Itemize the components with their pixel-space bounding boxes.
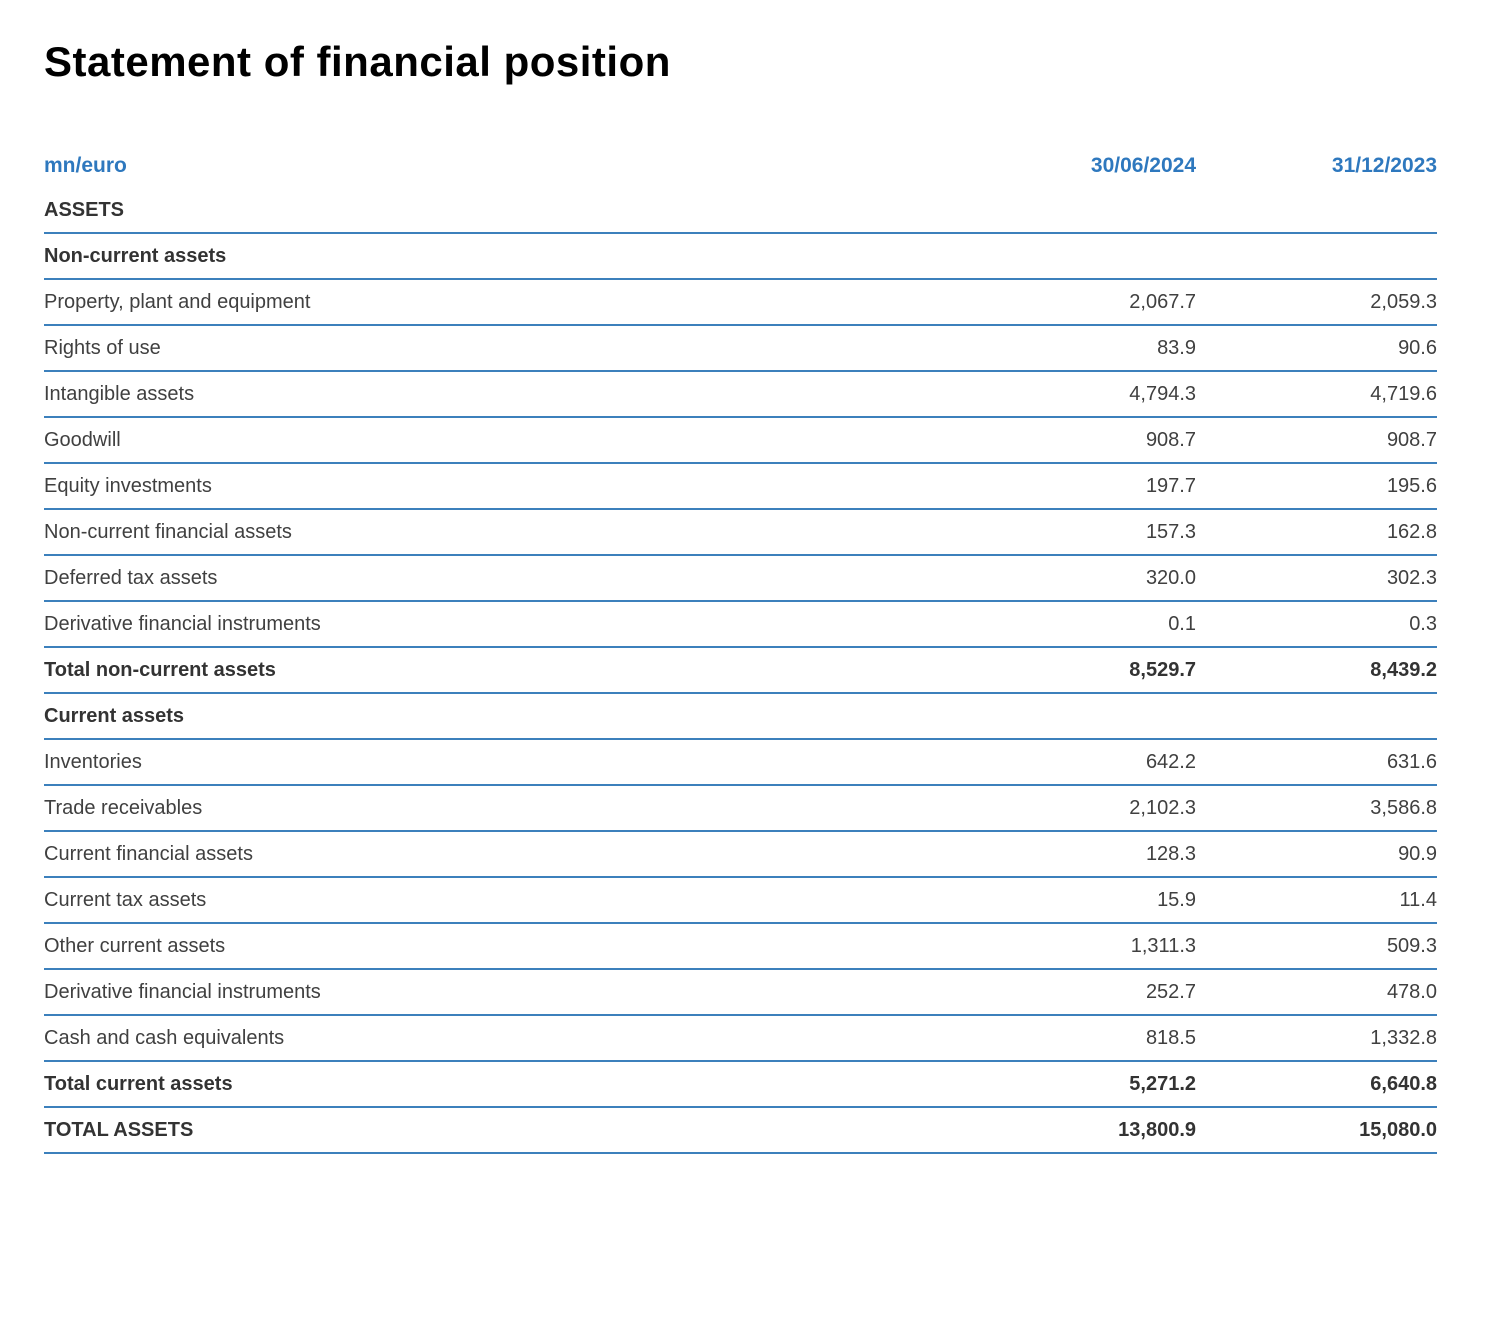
row-value-current-period: 2,102.3 — [1129, 796, 1196, 819]
row-label: Derivative financial instruments — [44, 980, 321, 1003]
row-value-prior-period: 8,439.2 — [1370, 658, 1437, 681]
row-value-prior-period: 509.3 — [1386, 934, 1437, 957]
row-value-current-period: 13,800.9 — [1118, 1118, 1196, 1141]
row-value-prior-period: 195.6 — [1386, 474, 1437, 497]
table-row — [44, 740, 1437, 786]
row-value-prior-period: 6,640.8 — [1370, 1072, 1437, 1095]
column-header-current-period: 30/06/2024 — [1090, 154, 1196, 177]
table-row — [44, 418, 1437, 464]
table-row — [44, 832, 1437, 878]
row-value-prior-period: 2,059.3 — [1370, 290, 1437, 313]
table-row — [44, 786, 1437, 832]
row-value-current-period: 5,271.2 — [1129, 1072, 1196, 1095]
row-value-current-period: 128.3 — [1145, 842, 1196, 865]
row-label: Intangible assets — [44, 382, 195, 405]
row-value-prior-period: 90.9 — [1398, 842, 1437, 865]
table-row — [44, 1108, 1437, 1154]
row-label: Cash and cash equivalents — [44, 1026, 285, 1049]
row-value-prior-period: 3,586.8 — [1370, 796, 1437, 819]
row-value-prior-period: 478.0 — [1386, 980, 1437, 1003]
row-value-current-period: 320.0 — [1145, 566, 1196, 589]
row-label: Non-current assets — [44, 244, 227, 267]
row-value-current-period: 252.7 — [1145, 980, 1196, 1003]
row-label: Current tax assets — [44, 888, 207, 911]
row-value-prior-period: 4,719.6 — [1370, 382, 1437, 405]
table-header-row — [44, 144, 1437, 188]
table-row — [44, 464, 1437, 510]
table-row — [44, 372, 1437, 418]
table-row — [44, 970, 1437, 1016]
row-label: Derivative financial instruments — [44, 612, 321, 635]
row-value-prior-period: 162.8 — [1386, 520, 1437, 543]
row-value-current-period: 83.9 — [1157, 336, 1196, 359]
table-row — [44, 234, 1437, 280]
row-label: Other current assets — [44, 934, 226, 957]
row-value-prior-period: 0.3 — [1409, 612, 1437, 635]
row-value-current-period: 0.1 — [1168, 612, 1196, 635]
row-label: Goodwill — [44, 428, 121, 451]
table-row — [44, 648, 1437, 694]
row-label: Current assets — [44, 704, 185, 727]
row-value-current-period: 2,067.7 — [1129, 290, 1196, 313]
column-header-prior-period: 31/12/2023 — [1331, 154, 1437, 177]
row-label: Inventories — [44, 750, 142, 773]
table-row — [44, 326, 1437, 372]
row-value-prior-period: 908.7 — [1386, 428, 1437, 451]
table-row — [44, 694, 1437, 740]
row-label: Rights of use — [44, 336, 161, 359]
row-value-current-period: 818.5 — [1145, 1026, 1196, 1049]
row-label: Property, plant and equipment — [44, 290, 311, 313]
financial-position-table — [44, 144, 1437, 1154]
table-row — [44, 602, 1437, 648]
row-value-current-period: 15.9 — [1157, 888, 1196, 911]
table-row — [44, 556, 1437, 602]
table-row — [44, 188, 1437, 234]
row-value-prior-period: 1,332.8 — [1370, 1026, 1437, 1049]
row-label: TOTAL ASSETS — [44, 1118, 194, 1141]
row-label: Current financial assets — [44, 842, 253, 865]
row-value-current-period: 157.3 — [1145, 520, 1196, 543]
row-value-current-period: 4,794.3 — [1129, 382, 1196, 405]
table-row — [44, 280, 1437, 326]
row-value-prior-period: 631.6 — [1386, 750, 1437, 773]
table-row — [44, 878, 1437, 924]
table-body — [44, 188, 1437, 1154]
unit-label: mn/euro — [44, 154, 127, 177]
table-row — [44, 1016, 1437, 1062]
table-row — [44, 510, 1437, 556]
row-value-current-period: 1,311.3 — [1130, 934, 1196, 957]
row-label: ASSETS — [44, 198, 125, 221]
row-value-prior-period: 11.4 — [1399, 888, 1437, 911]
row-value-current-period: 642.2 — [1145, 750, 1196, 773]
page-title: Statement of financial position — [44, 38, 671, 85]
row-label: Total non-current assets — [44, 658, 276, 681]
row-value-current-period: 908.7 — [1145, 428, 1196, 451]
row-value-prior-period: 90.6 — [1398, 336, 1437, 359]
row-label: Total current assets — [44, 1072, 233, 1095]
row-label: Deferred tax assets — [44, 566, 218, 589]
row-value-prior-period: 15,080.0 — [1359, 1118, 1437, 1141]
table-row — [44, 1062, 1437, 1108]
table-row — [44, 924, 1437, 970]
row-value-current-period: 8,529.7 — [1129, 658, 1196, 681]
row-label: Non-current financial assets — [44, 520, 292, 543]
row-value-prior-period: 302.3 — [1386, 566, 1437, 589]
row-value-current-period: 197.7 — [1145, 474, 1196, 497]
row-label: Equity investments — [44, 474, 212, 497]
row-label: Trade receivables — [44, 796, 203, 819]
